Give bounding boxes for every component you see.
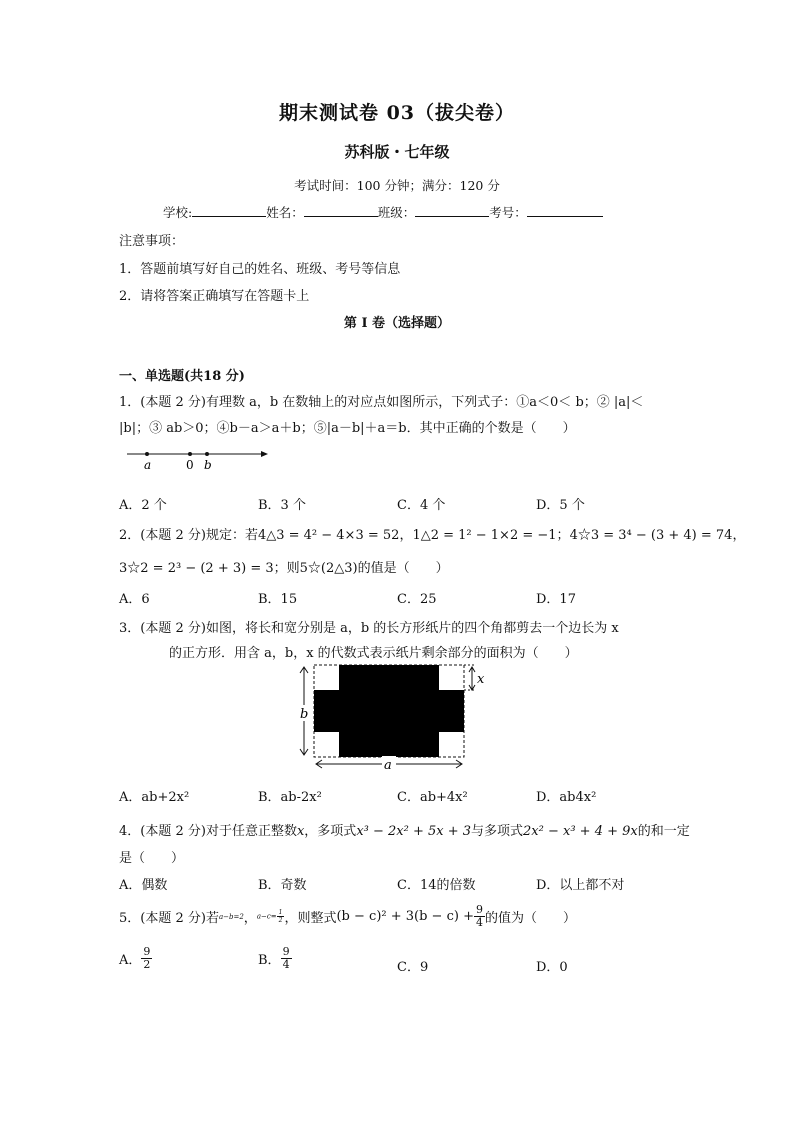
rectangle-cut-figure bbox=[292, 660, 492, 775]
axis-label-b: b bbox=[204, 458, 212, 472]
number-label: 考号： bbox=[489, 205, 527, 220]
axis-label-zero: 0 bbox=[186, 458, 194, 472]
q4-line1 bbox=[119, 820, 690, 839]
point-a bbox=[145, 452, 149, 456]
q3-option-c[interactable]: C．ab+4x² bbox=[397, 790, 468, 805]
q5-frac-den: 4 bbox=[475, 916, 483, 929]
name-blank[interactable] bbox=[304, 204, 378, 217]
q2-expr1: 4△3 = 4² − 4×3 = 52 bbox=[257, 528, 400, 543]
class-label: 班级： bbox=[377, 205, 416, 220]
q2-expr4: 3☆2 = 2³ − (2 + 3) = 3 bbox=[119, 561, 274, 576]
volume-title: 第 I 卷（选择题） bbox=[343, 316, 451, 331]
q1-option-c[interactable]: C．4 个 bbox=[397, 498, 446, 513]
q4-option-d[interactable]: D．以上都不对 bbox=[536, 878, 625, 893]
q5-option-a-num: 9 bbox=[143, 945, 151, 958]
number-blank[interactable] bbox=[527, 204, 603, 217]
q5-cond2-den: 2 bbox=[278, 917, 283, 924]
name-label: 姓名： bbox=[266, 205, 304, 220]
q3-option-a[interactable]: A．ab+2x² bbox=[119, 790, 190, 805]
q5-cond2-num: 1 bbox=[278, 909, 283, 916]
remaining-paper bbox=[314, 665, 464, 757]
q5-option-a-den: 2 bbox=[143, 958, 151, 971]
q5-prefix: 5．(本题 2 分)若 bbox=[119, 911, 219, 926]
q1-line1: 1．(本题 2 分)有理数 a，b 在数轴上的对应点如图所示，下列式子：①a＜0＜ b；② |a|＜ bbox=[119, 395, 644, 410]
q2-prefix: 2．(本题 2 分)规定：若 bbox=[119, 528, 258, 543]
q2-line1: 2．(本题 2 分)规定：若4△3 = 4² − 4×3 = 52，1△2 = 1² − 1×2 = −1；4☆3 = 3⁴ − (3 + 4) = 74， bbox=[119, 528, 746, 543]
q5-option-a-frac bbox=[141, 946, 152, 971]
q4-suffix: 的和一定 bbox=[637, 824, 690, 839]
q5-expr-frac bbox=[474, 904, 485, 929]
school-label: 学校: bbox=[163, 205, 193, 220]
q5-option-a-label: A． bbox=[119, 953, 142, 968]
q5-frac-num: 9 bbox=[475, 903, 483, 916]
number-line-figure bbox=[125, 445, 270, 475]
notice-item: 1．答题前填写好自己的姓名、班级、考号等信息 bbox=[119, 262, 401, 277]
q2-mid: ；则 bbox=[273, 561, 300, 576]
q4-prefix: 4．(本题 2 分)对于任意正整数 bbox=[119, 824, 297, 839]
q5-cond2-text: a−c= bbox=[256, 912, 277, 921]
class-blank[interactable] bbox=[415, 204, 489, 217]
number-line-arrow bbox=[261, 451, 268, 457]
q3-option-b[interactable]: B．ab-2x² bbox=[258, 790, 322, 805]
page-subtitle: 苏科版・七年级 bbox=[344, 143, 450, 161]
q5-cond1: a−b=2 bbox=[218, 912, 244, 921]
q5-option-b-frac bbox=[281, 946, 292, 971]
q5-option-a[interactable] bbox=[119, 946, 152, 971]
q5-line: 5．(本题 2 分)若 a−b=2 ， a−c= $\frac{1}{2}$ ，则整式 (b − c)² + 3(b − c) + $\frac{9}{4}$ 的值为（ ） bbox=[119, 903, 576, 929]
q5-option-b-den: 4 bbox=[282, 958, 290, 971]
dimension-label-a: a bbox=[384, 758, 392, 773]
notice-item: 2．请将答案正确填写在答题卡上 bbox=[119, 289, 310, 304]
q4-poly1: x³ − 2x² + 5x + 3 bbox=[356, 824, 472, 839]
dimension-label-x: x bbox=[477, 672, 485, 687]
q2-suffix: 的值是（ ） bbox=[357, 561, 449, 576]
section-title: 一、单选题(共18 分) bbox=[119, 369, 245, 384]
point-zero bbox=[188, 452, 192, 456]
point-b bbox=[205, 452, 209, 456]
notice-heading: 注意事项： bbox=[119, 234, 185, 249]
q4-option-a[interactable]: A．偶数 bbox=[119, 878, 168, 893]
q3-line2: 的正方形．用含 a，b，x 的代数式表示纸片剩余部分的面积为（ ） bbox=[169, 646, 578, 661]
q5-option-c[interactable]: C．9 bbox=[397, 960, 429, 975]
exam-info: 考试时间：100 分钟；满分：120 分 bbox=[294, 178, 500, 193]
q4-option-b[interactable]: B．奇数 bbox=[258, 878, 307, 893]
dimension-label-b: b bbox=[300, 707, 309, 722]
q5-option-b-label: B． bbox=[258, 953, 281, 968]
q4-option-c[interactable]: C．14的倍数 bbox=[397, 878, 476, 893]
q4-mid: ，多项式 bbox=[304, 824, 357, 839]
q3-line1: 3．(本题 2 分)如图，将长和宽分别是 a，b 的长方形纸片的四个角都剪去一个边长为 x bbox=[119, 621, 619, 636]
q2-option-d[interactable]: D．17 bbox=[536, 592, 576, 607]
q5-option-b-num: 9 bbox=[282, 945, 290, 958]
q5-expr: (b − c)² + 3(b − c) + bbox=[336, 909, 474, 924]
page-title: 期末测试卷 03（拔尖卷） bbox=[278, 102, 516, 124]
q5-mid: ，则整式 bbox=[284, 911, 337, 926]
q5-cond2-frac bbox=[277, 909, 285, 924]
axis-label-a: a bbox=[144, 458, 152, 472]
q4-poly2: 2x² − x³ + 4 + 9x bbox=[523, 824, 638, 839]
q2-option-b[interactable]: B．15 bbox=[258, 592, 298, 607]
q2-expr5: 5☆(2△3) bbox=[299, 561, 358, 576]
q5-suffix: 的值为（ ） bbox=[484, 911, 576, 926]
q4-var: x bbox=[296, 824, 305, 839]
q5-cond2 bbox=[257, 909, 285, 924]
q3-option-d[interactable]: D．ab4x² bbox=[536, 790, 597, 805]
q1-option-b[interactable]: B．3 个 bbox=[258, 498, 306, 513]
q2-option-c[interactable]: C．25 bbox=[397, 592, 437, 607]
q5-option-d[interactable]: D．0 bbox=[536, 960, 568, 975]
q2-expr3: 4☆3 = 3⁴ − (3 + 4) = 74 bbox=[569, 528, 733, 543]
q1-line2: |b|；③ ab＞0；④b－a＞a＋b；⑤|a－b|＋a＝b．其中正确的个数是（ ） bbox=[119, 421, 576, 436]
q1-option-d[interactable]: D．5 个 bbox=[536, 498, 585, 513]
q4-line2: 是（ ） bbox=[119, 851, 185, 866]
q2-line2 bbox=[119, 557, 449, 576]
q2-option-a[interactable]: A．6 bbox=[119, 592, 150, 607]
q5-option-b[interactable] bbox=[258, 946, 292, 971]
student-info-row bbox=[163, 203, 603, 221]
school-blank[interactable] bbox=[192, 204, 266, 217]
q1-option-a[interactable]: A．2 个 bbox=[119, 498, 167, 513]
q2-expr2: 1△2 = 1² − 1×2 = −1 bbox=[412, 528, 557, 543]
q4-mid2: 与多项式 bbox=[471, 824, 524, 839]
